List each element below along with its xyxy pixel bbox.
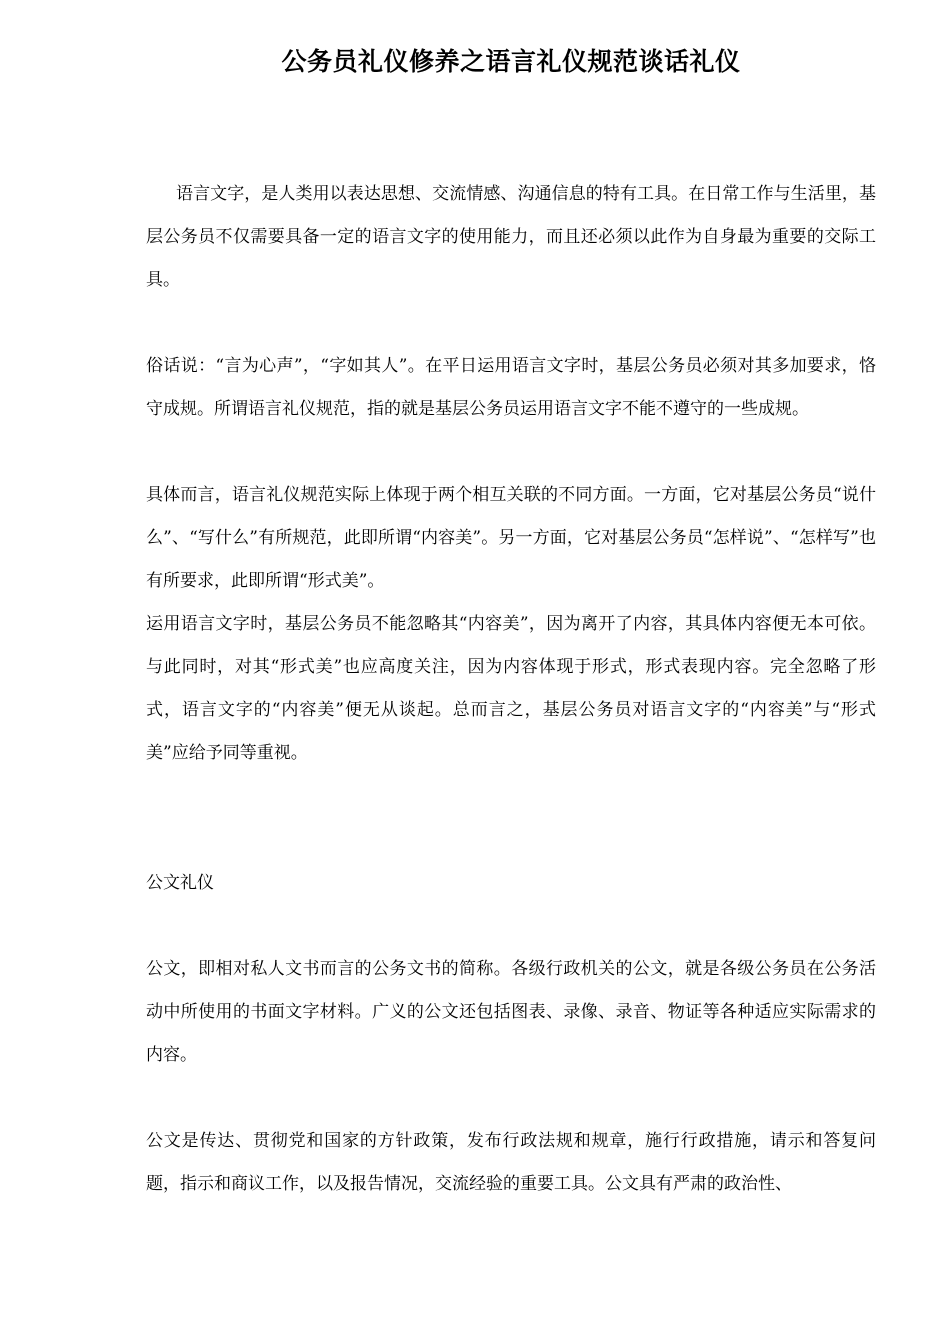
paragraph: 运用语言文字时，基层公务员不能忽略其“内容美”，因为离开了内容，其具体内容便无本可依。与此同时，对其“形式美”也应高度关注，因为内容体现于形式，形式表现内容。完全忽略了形式，语言文字的“内容美”便无从谈起。总而言之，基层公务员对语言文字的“内容美”与“形式美”应给予同等重视。	[146, 614, 876, 763]
paragraph: 具体而言，语言礼仪规范实际上体现于两个相互关联的不同方面。一方面，它对基层公务员“说什么”、“写什么”有所规范，此即所谓“内容美”。另一方面，它对基层公务员“怎样说”、“怎样写”也有所要求，此即所谓“形式美”。	[146, 485, 876, 591]
paragraph: 俗话说：“言为心声”，“字如其人”。在平日运用语言文字时，基层公务员必须对其多加要求，恪守成规。所谓语言礼仪规范，指的就是基层公务员运用语言文字不能不遵守的一些成规。	[146, 356, 876, 419]
document-title: 公务员礼仪修养之语言礼仪规范谈话礼仪	[281, 47, 741, 76]
paragraph: 公文，即相对私人文书而言的公务文书的简称。各级行政机关的公文，就是各级公务员在公务活动中所使用的书面文字材料。广义的公文还包括图表、录像、录音、物证等各种适应实际需求的内容。	[146, 959, 876, 1065]
paragraph: 公文是传达、贯彻党和国家的方针政策，发布行政法规和规章，施行行政措施，请示和答复问题，指示和商议工作，以及报告情况，交流经验的重要工具。公文具有严肃的政治性、	[146, 1131, 876, 1194]
paragraph: 语言文字，是人类用以表达思想、交流情感、沟通信息的特有工具。在日常工作与生活里，基层公务员不仅需要具备一定的语言文字的使用能力，而且还必须以此作为自身最为重要的交际工具。	[146, 184, 876, 290]
section-heading: 公文礼仪	[146, 873, 214, 893]
